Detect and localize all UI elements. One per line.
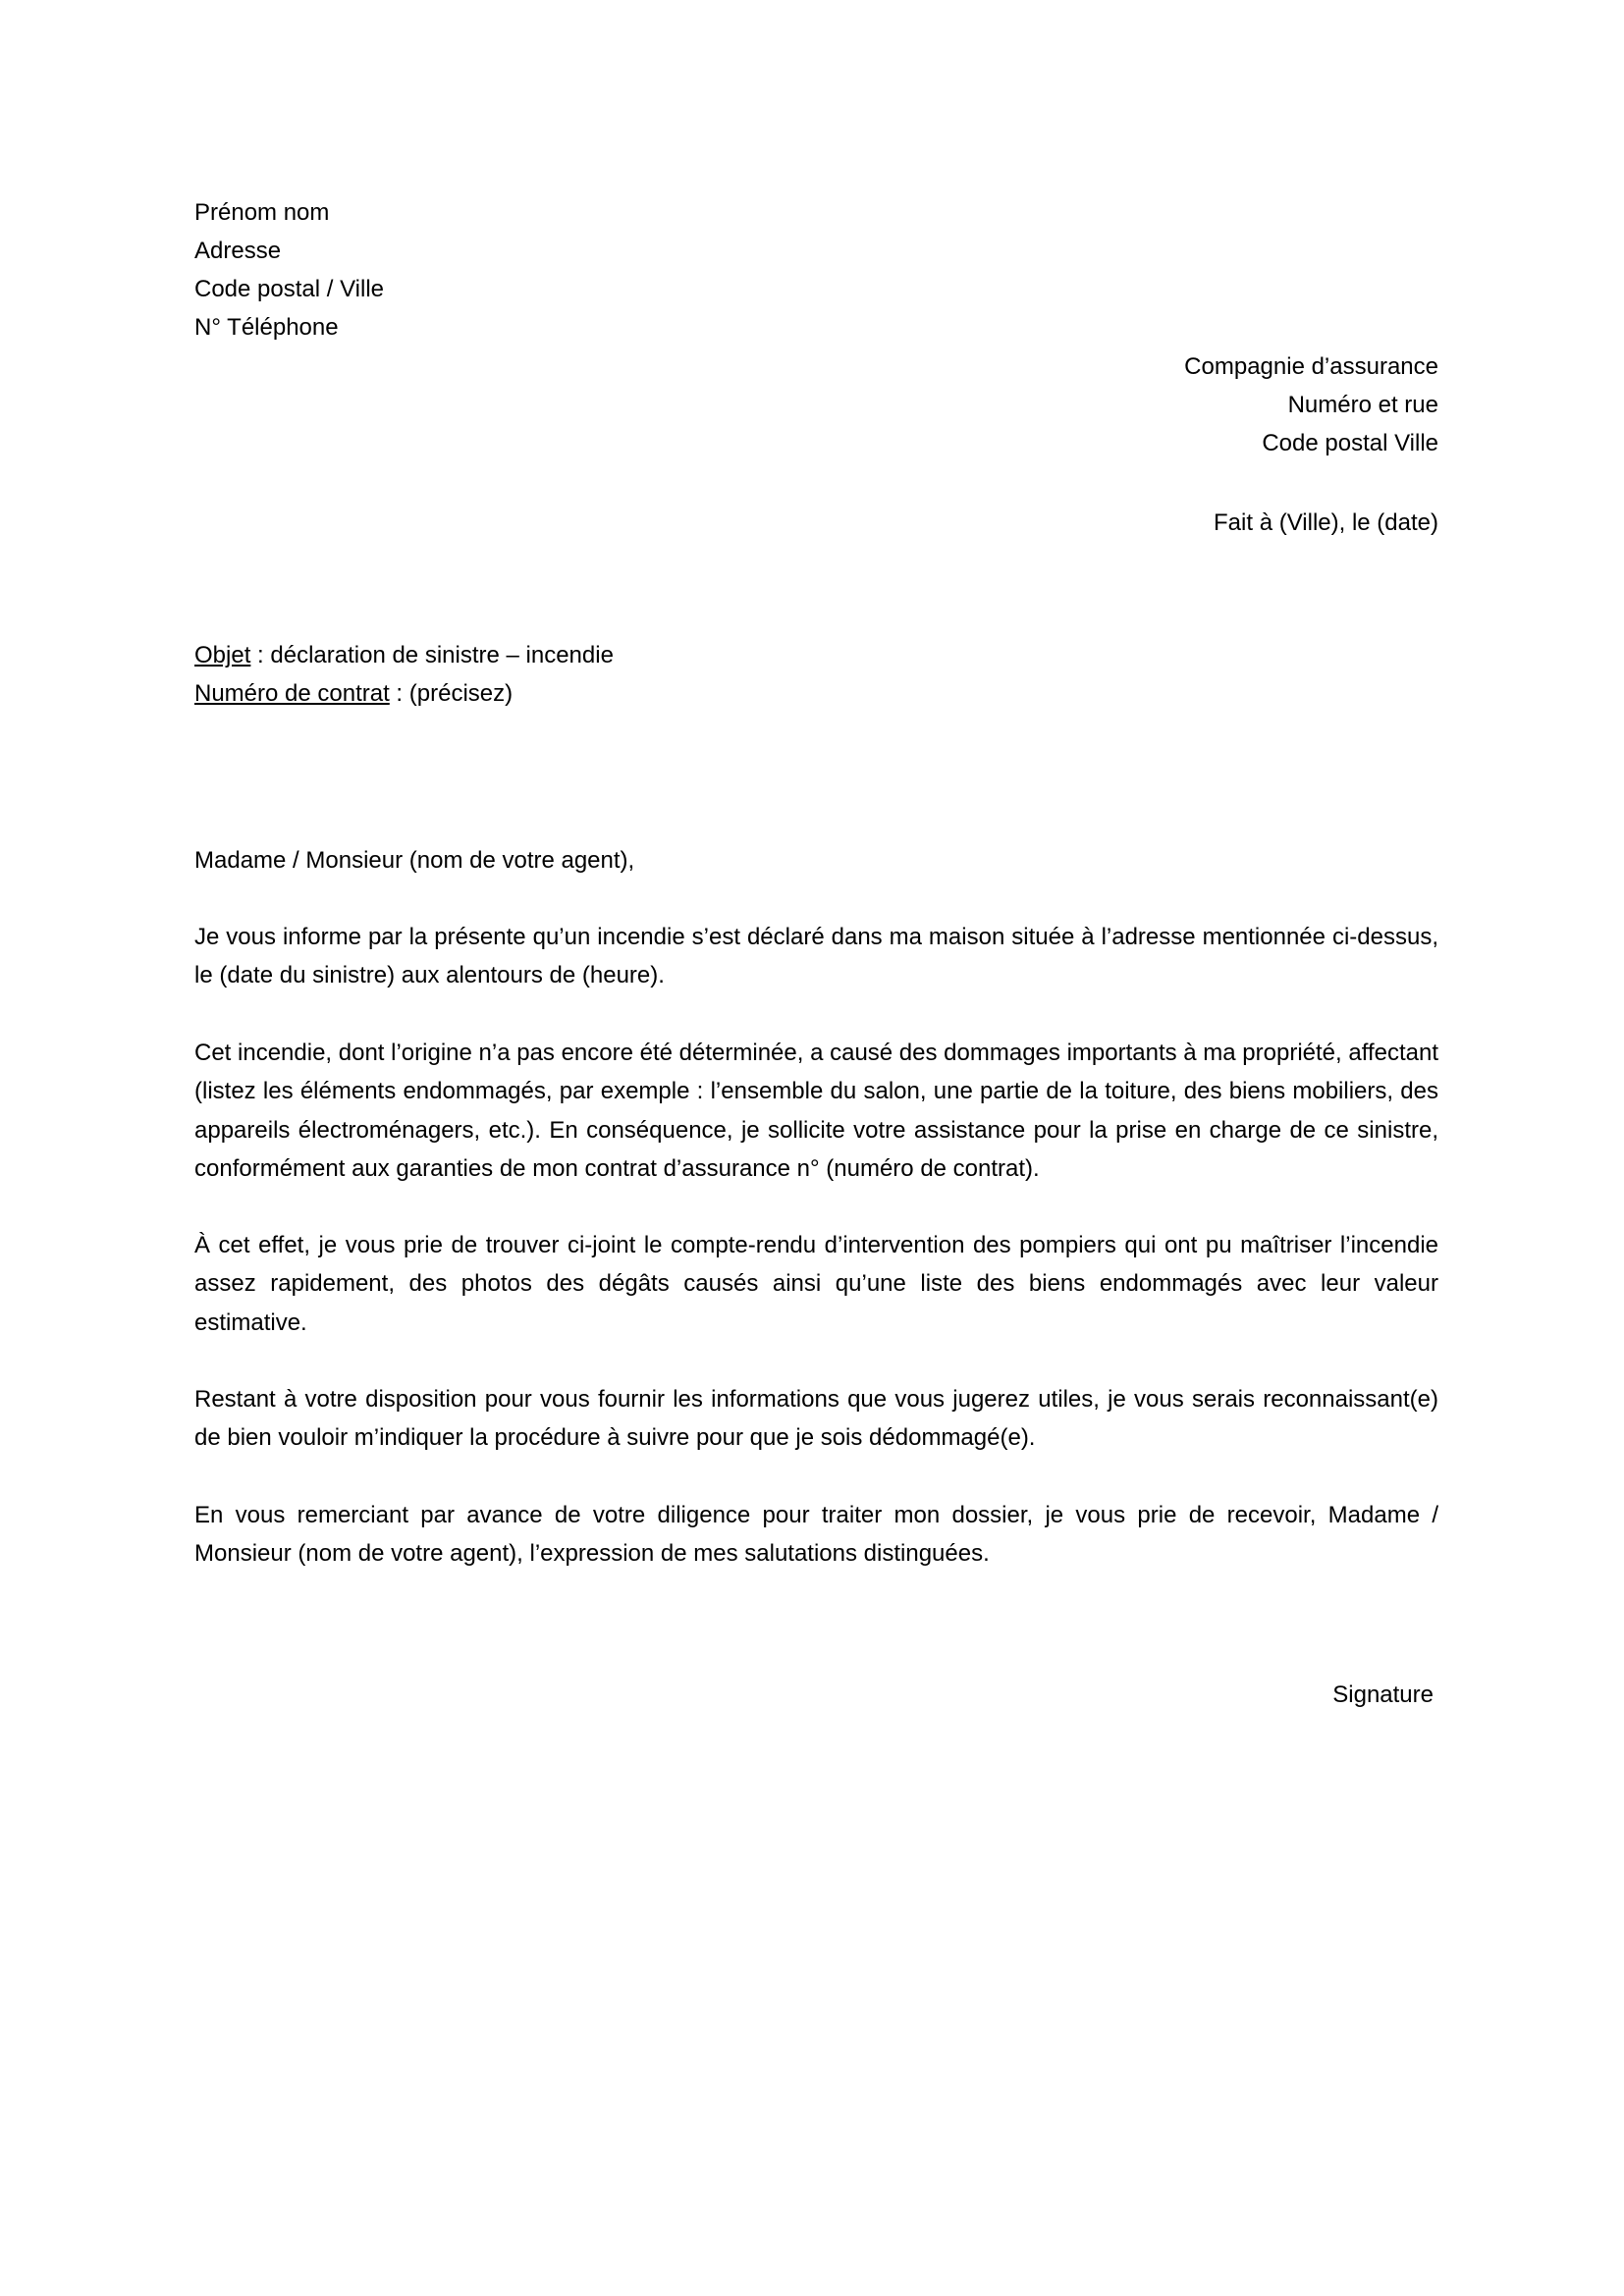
body-paragraph-3: À cet effet, je vous prie de trouver ci-joint le compte-rendu d’intervention des pompiers qui ont pu maîtriser l’incendie assez rapidement, des photos des dégâts causés ainsi qu’une liste des biens endommagés avec leur valeur estimative.: [194, 1232, 1438, 1336]
subject-label: Objet: [194, 642, 251, 668]
contract-line: [194, 674, 513, 713]
contract-label: Numéro de contrat: [194, 680, 390, 707]
sender-phone: N° Téléphone: [194, 314, 339, 341]
date-line: Fait à (Ville), le (date): [1214, 509, 1438, 536]
body-paragraph-2: Cet incendie, dont l’origine n’a pas encore été déterminée, a causé des dommages importants à ma propriété, affectant (listez les éléments endommagés, par exemple : l’ensemble du salon, une partie de la toiture, des biens mobiliers, des appareils électroménagers, etc.). En conséquence, je sollicite votre assistance pour la prise en charge de ce sinistre, conformément aux garanties de mon contrat d’assurance n° (numéro de contrat).: [194, 1040, 1438, 1182]
body-paragraph-4: Restant à votre disposition pour vous fournir les informations que vous jugerez utiles, je vous serais reconnaissant(e) de bien vouloir m’indiquer la procédure à suivre pour que je sois dédommagé(e).: [194, 1386, 1438, 1452]
salutation: Madame / Monsieur (nom de votre agent),: [194, 847, 635, 874]
recipient-street: Numéro et rue: [1287, 392, 1438, 418]
body-paragraph-5: En vous remerciant par avance de votre diligence pour traiter mon dossier, je vous prie de recevoir, Madame / Monsieur (nom de votre agent), l’expression de mes salutations distinguées.: [194, 1502, 1438, 1568]
sender-address: Adresse: [194, 238, 282, 264]
recipient-company: Compagnie d’assurance: [1184, 353, 1438, 380]
sender-city: Code postal / Ville: [194, 276, 385, 302]
recipient-city: Code postal Ville: [1262, 430, 1438, 456]
signature: Signature: [1332, 1682, 1434, 1708]
subject-line: [194, 636, 614, 674]
body-paragraph-1: Je vous informe par la présente qu’un incendie s’est déclaré dans ma maison située à l’adresse mentionnée ci-dessus, le (date du sinistre) aux alentours de (heure).: [194, 924, 1438, 989]
subject-value: : déclaration de sinistre – incendie: [250, 642, 614, 668]
sender-name: Prénom nom: [194, 199, 330, 226]
contract-value: : (précisez): [389, 680, 514, 707]
